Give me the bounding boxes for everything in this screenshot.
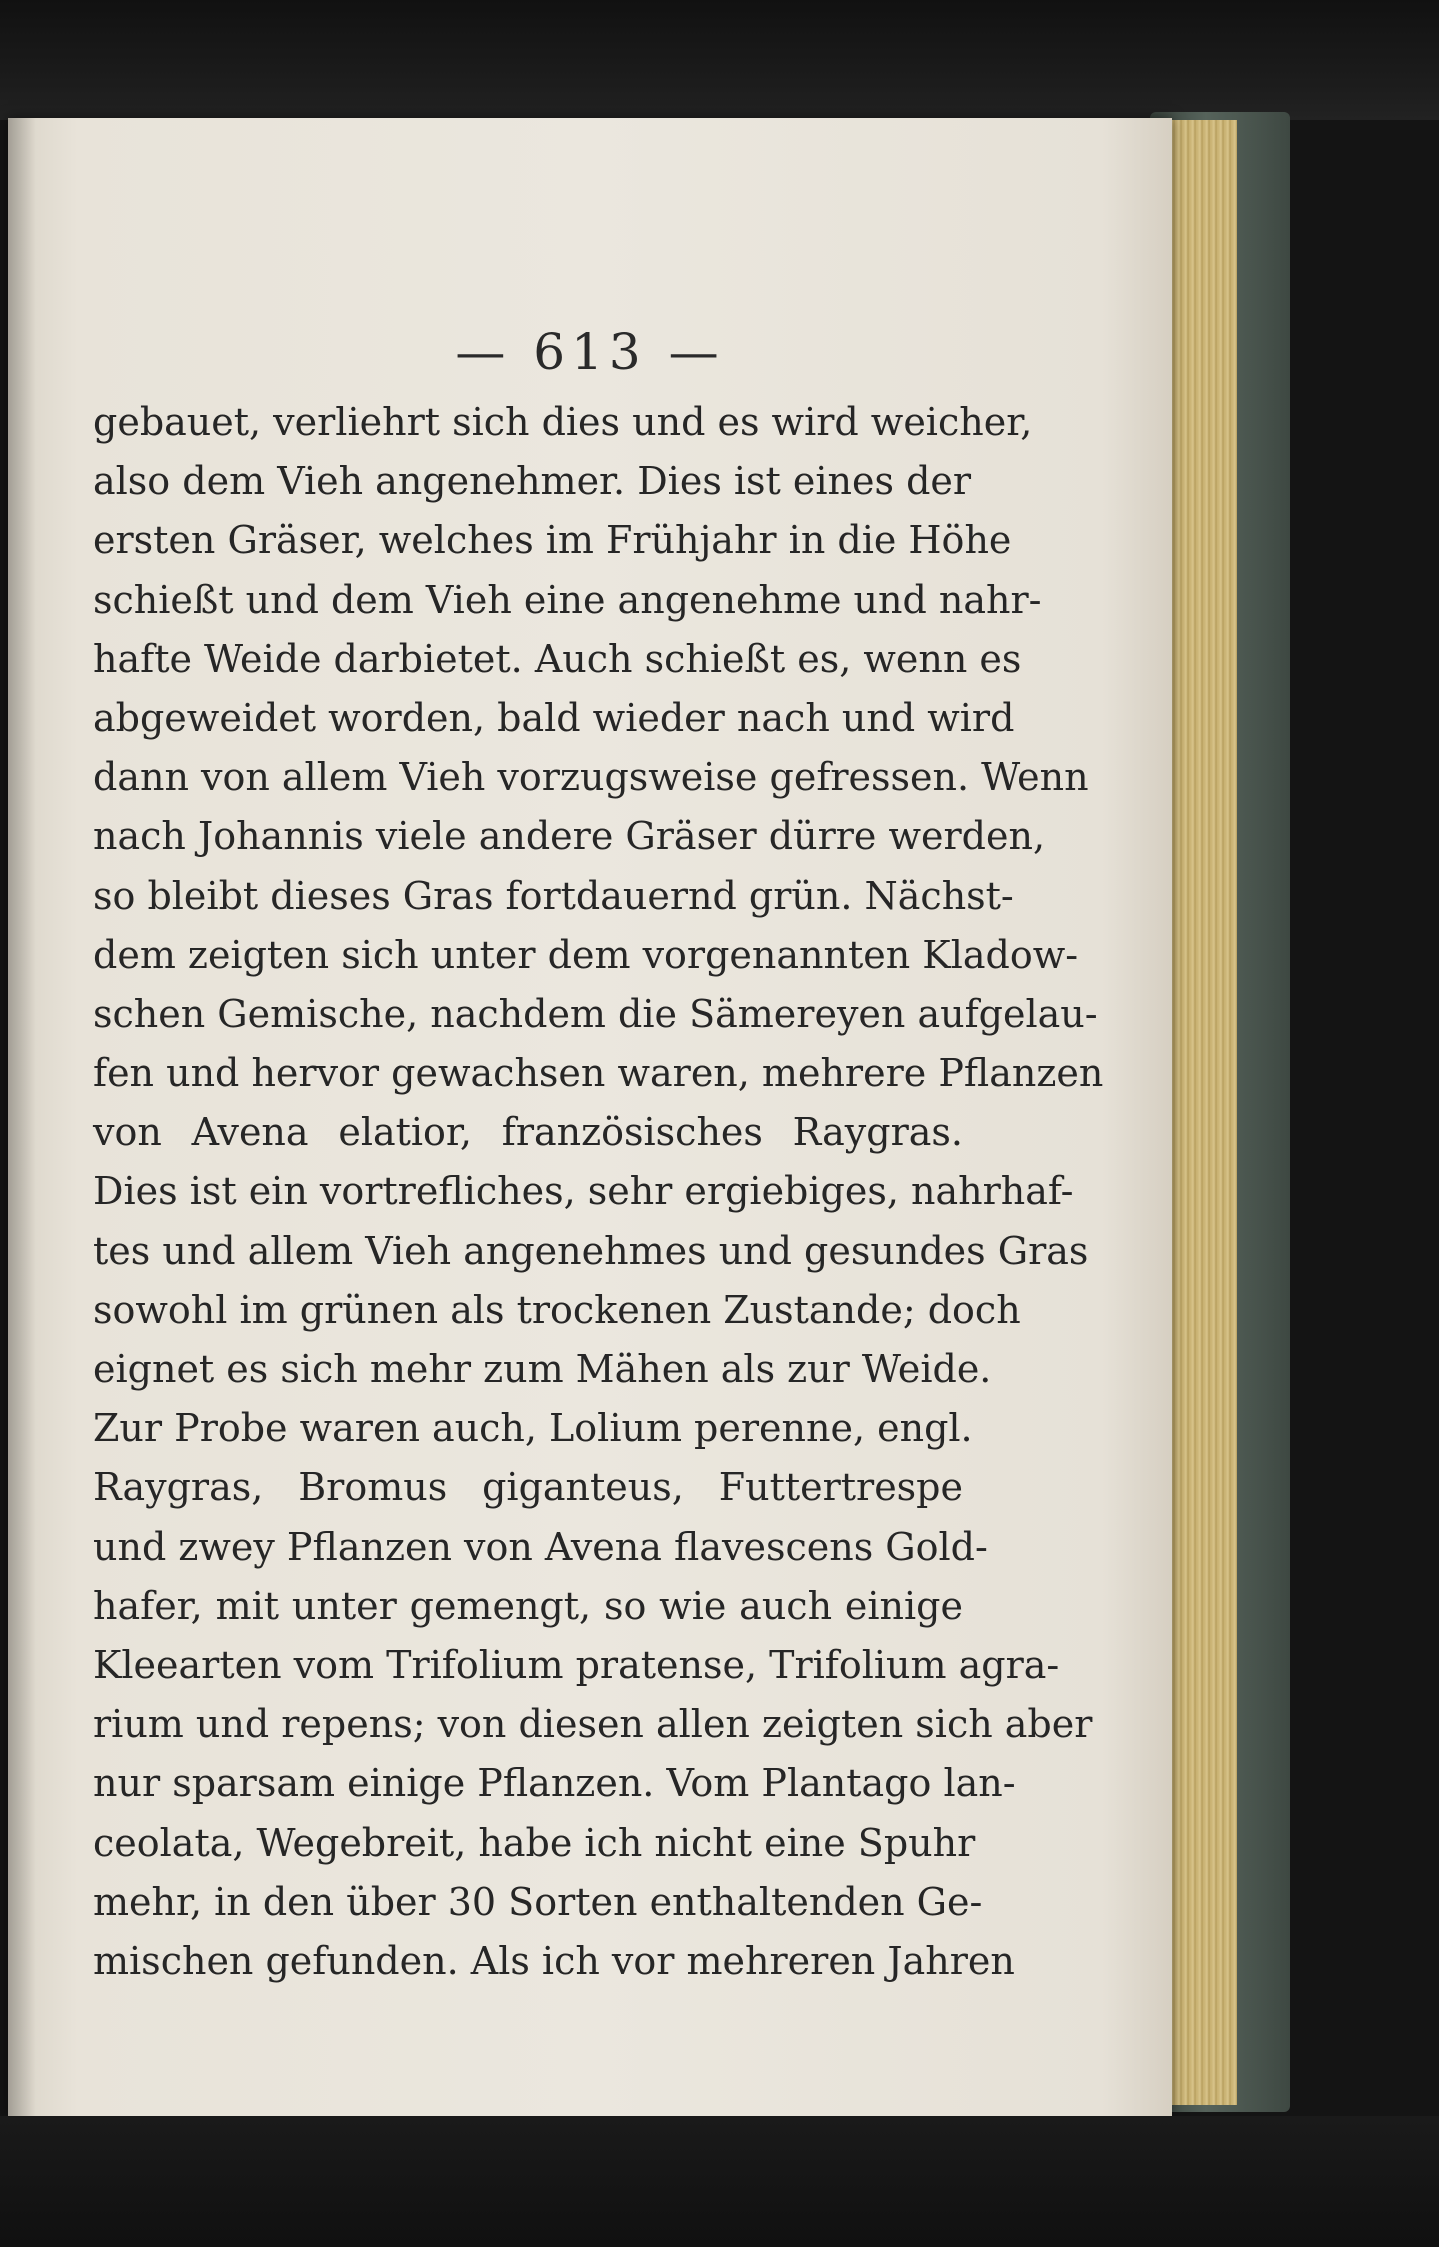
background-floor [0, 2116, 1439, 2247]
text-line: also dem Vieh angenehmer. Dies ist eines der [93, 459, 972, 504]
text-line: mehr, in den über 30 Sorten enthaltenden Ge- [93, 1879, 983, 1924]
text-line: fen und hervor gewachsen waren, mehrere Pflanzen [93, 1051, 1104, 1096]
text-line: gebauet, verliehrt sich dies und es wird weicher, [93, 400, 1033, 444]
background-shadow [0, 0, 1439, 120]
text-line: dann von allem Vieh vorzugsweise gefressen. Wenn [93, 755, 1089, 800]
text-line: mischen gefunden. Als ich vor mehreren Jahren [93, 1938, 1015, 1983]
book-page [8, 118, 1172, 2116]
text-line: ersten Gräser, welches im Frühjahr in die Höhe [93, 518, 1012, 563]
page-number-header: — 613 — [455, 323, 725, 381]
text-line: hafte Weide darbietet. Auch schießt es, wenn es [93, 636, 1022, 681]
text-line: Dies ist ein vortrefliches, sehr ergiebiges, nahrhaf- [93, 1169, 1074, 1214]
text-line: tes und allem Vieh angenehmes und gesundes Gras [93, 1228, 1089, 1273]
text-line: so bleibt dieses Gras fortdauernd grün. Nächst- [93, 873, 1014, 918]
text-line: nach Johannis viele andere Gräser dürre werden, [93, 814, 1046, 859]
text-line: und zwey Pflanzen von Avena flavescens Gold- [93, 1524, 988, 1569]
text-line: ceolata, Wegebreit, habe ich nicht eine Spuhr [93, 1820, 976, 1865]
text-line: rium und repens; von diesen allen zeigten sich aber [93, 1702, 1093, 1747]
text-line: nur sparsam einige Pflanzen. Vom Plantago lan- [93, 1761, 1016, 1806]
text-line: Kleearten vom Trifolium pratense, Trifolium agra- [93, 1642, 1060, 1687]
text-line: schießt und dem Vieh eine angenehme und nahr- [93, 577, 1042, 622]
text-line: Raygras, Bromus giganteus, Futtertrespe [93, 1465, 963, 1510]
page-gutter-shadow [8, 118, 36, 2116]
text-line: schen Gemische, nachdem die Sämereyen aufgelau- [93, 991, 1098, 1036]
page-body-text [93, 393, 1104, 1991]
text-line: sowohl im grünen als trockenen Zustande; doch [93, 1287, 1021, 1332]
text-line: Zur Probe waren auch, Lolium perenne, engl. [93, 1406, 973, 1451]
text-line: hafer, mit unter gemengt, so wie auch einige [93, 1583, 963, 1628]
text-line: dem zeigten sich unter dem vorgenannten Kladow- [93, 932, 1079, 977]
text-line: von Avena elatior, französisches Raygras. [93, 1110, 963, 1155]
text-line: eignet es sich mehr zum Mähen als zur Weide. [93, 1347, 992, 1391]
text-line: abgeweidet worden, bald wieder nach und wird [93, 695, 1015, 740]
